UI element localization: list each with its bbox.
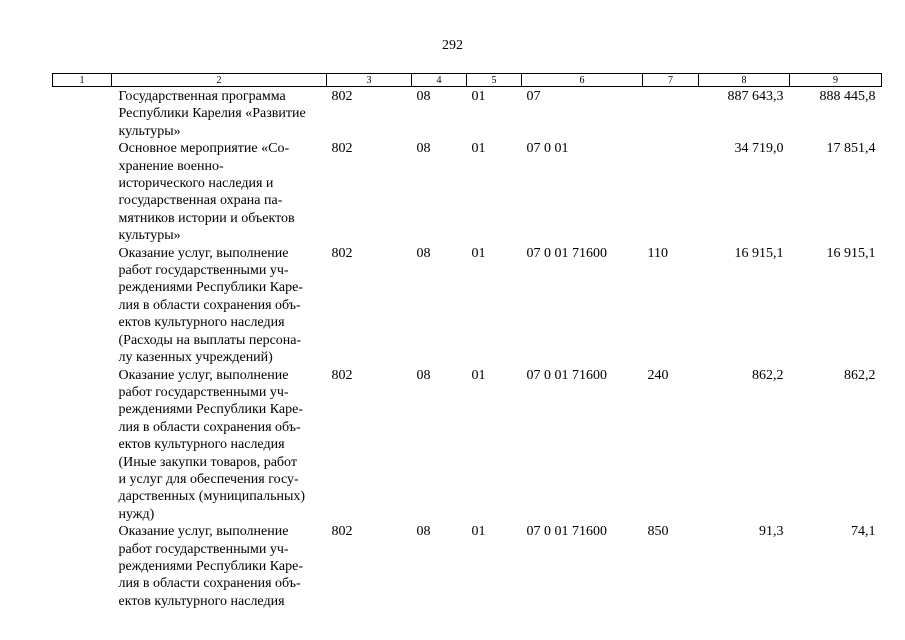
amount-year-1: 887 643,3 — [727, 89, 784, 104]
column-number: 3 — [327, 74, 412, 87]
section-code: 08 — [416, 524, 431, 540]
empty-cell — [53, 87, 112, 141]
target-item-code: 07 0 01 — [526, 141, 569, 157]
amount-year-2: 74,1 — [851, 524, 876, 540]
expense-name — [112, 523, 327, 610]
name-line: Оказание услуг, выполнение — [118, 245, 289, 261]
table-row — [53, 245, 882, 367]
empty-cell — [53, 245, 112, 367]
name-line: ектов культурного наследия — [118, 593, 285, 609]
name-line: Оказание услуг, выполнение — [118, 524, 289, 540]
name-line: лия в области сохранения объ- — [118, 419, 301, 435]
column-number: 4 — [412, 74, 467, 87]
subsection-code: 01 — [471, 367, 486, 383]
amount-year-2: 888 445,8 — [819, 89, 876, 104]
name-line: (Иные закупки товаров, работ — [118, 454, 297, 470]
expense-name — [112, 245, 327, 367]
expense-type-code: 850 — [647, 524, 669, 540]
name-line: ектов культурного наследия — [118, 437, 285, 453]
target-item-code: 07 0 01 71600 — [526, 524, 607, 540]
name-line: мятников истории и объектов — [118, 210, 295, 226]
name-line: Оказание услуг, выполнение — [118, 367, 289, 383]
section-code: 08 — [416, 89, 431, 104]
name-line: работ государственными уч- — [118, 541, 289, 557]
department-code: 802 — [331, 245, 353, 261]
column-number-row — [53, 74, 882, 87]
column-number: 1 — [53, 74, 112, 87]
name-line: реждениями Республики Каре- — [118, 402, 303, 418]
name-line: Республики Карелия «Развитие — [118, 106, 306, 122]
empty-cell — [53, 140, 112, 244]
expense-name — [112, 367, 327, 524]
name-line: лия в области сохранения объ- — [118, 576, 301, 592]
column-number: 8 — [699, 74, 790, 87]
column-number: 6 — [522, 74, 643, 87]
expense-type-code: 110 — [647, 245, 668, 261]
column-number: 2 — [112, 74, 327, 87]
department-code: 802 — [331, 524, 353, 540]
target-item-code: 07 0 01 71600 — [526, 245, 607, 261]
expense-type-code — [643, 87, 699, 141]
amount-year-1: 862,2 — [752, 367, 784, 383]
amount-year-1: 34 719,0 — [734, 141, 784, 157]
column-number: 7 — [643, 74, 699, 87]
department-code: 802 — [331, 89, 353, 104]
subsection-code: 01 — [471, 245, 486, 261]
column-number: 9 — [790, 74, 882, 87]
name-line: работ государственными уч- — [118, 384, 289, 400]
name-line: Государственная программа — [118, 89, 286, 104]
name-line: культуры» — [118, 228, 181, 244]
expense-name — [112, 140, 327, 244]
section-code: 08 — [416, 367, 431, 383]
name-line: ектов культурного наследия — [118, 315, 285, 331]
amount-year-2: 862,2 — [844, 367, 876, 383]
department-code: 802 — [331, 367, 353, 383]
name-line: лия в области сохранения объ- — [118, 297, 301, 313]
name-line: хранение военно- — [118, 158, 224, 174]
empty-cell — [53, 367, 112, 524]
name-line: исторического наследия и — [118, 176, 274, 192]
subsection-code: 01 — [471, 89, 486, 104]
name-line: реждениями Республики Каре- — [118, 558, 303, 574]
empty-cell — [53, 523, 112, 610]
target-item-code: 07 — [526, 89, 541, 104]
table-row — [53, 367, 882, 524]
section-code: 08 — [416, 245, 431, 261]
table-row — [53, 523, 882, 610]
name-line: работ государственными уч- — [118, 263, 289, 279]
table-row — [53, 140, 882, 244]
name-line: реждениями Республики Каре- — [118, 280, 303, 296]
name-line: нужд) — [118, 506, 155, 522]
name-line: дарственных (муниципальных) — [118, 489, 306, 505]
expense-type-code — [643, 140, 699, 244]
name-line: (Расходы на выплаты персона- — [118, 332, 302, 348]
name-line: лу казенных учреждений) — [118, 350, 273, 366]
name-line: Основное мероприятие «Со- — [118, 141, 290, 157]
column-number: 5 — [467, 74, 522, 87]
department-code: 802 — [331, 141, 353, 157]
name-line: культуры» — [118, 123, 181, 139]
table-row — [53, 87, 882, 141]
amount-year-1: 91,3 — [759, 524, 784, 540]
amount-year-2: 16 915,1 — [826, 245, 876, 261]
subsection-code: 01 — [471, 524, 486, 540]
amount-year-1: 16 915,1 — [734, 245, 784, 261]
expense-type-code: 240 — [647, 367, 669, 383]
section-code: 08 — [416, 141, 431, 157]
budget-table — [52, 73, 882, 610]
expense-name — [112, 87, 327, 141]
name-line: государственная охрана па- — [118, 193, 283, 209]
name-line: и услуг для обеспечения госу- — [118, 471, 299, 487]
page-number: 292 — [442, 38, 463, 53]
target-item-code: 07 0 01 71600 — [526, 367, 607, 383]
amount-year-2: 17 851,4 — [826, 141, 876, 157]
subsection-code: 01 — [471, 141, 486, 157]
